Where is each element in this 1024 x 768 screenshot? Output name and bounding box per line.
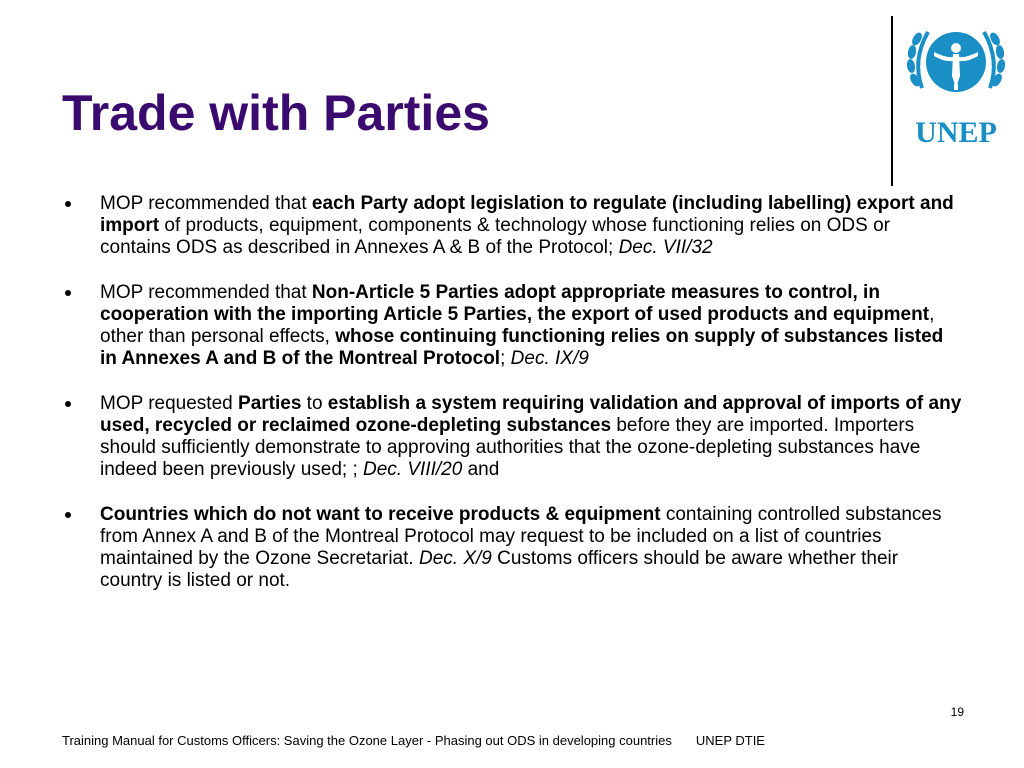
bullet-item <box>62 393 962 481</box>
bullet-list <box>62 193 962 615</box>
text-segment: ; <box>500 348 511 369</box>
text-segment-bold: establish a system requiring validation and approval of imports of any used, recycled or reclaimed ozone-depleting substances <box>100 393 962 436</box>
slide-footer <box>62 733 765 748</box>
bullet-dot-icon <box>65 290 71 296</box>
decision-reference: Dec. X/9 <box>418 548 492 569</box>
text-segment: before they are imported. Importers should sufficiently demonstrate to approving authorities that the ozone-depleting substances have indeed been previously used; ; <box>100 415 921 480</box>
text-segment: MOP recommended that <box>100 193 312 214</box>
decision-reference: Dec. IX/9 <box>510 348 589 369</box>
footer-organization: UNEP DTIE <box>695 733 765 748</box>
bullet-item <box>62 193 962 259</box>
text-segment: MOP requested <box>100 393 239 414</box>
bullet-text <box>100 193 954 258</box>
decision-reference: Dec. VII/32 <box>618 237 713 258</box>
bullet-text <box>100 393 961 480</box>
bullet-dot-icon <box>65 201 71 207</box>
text-segment-bold: each Party adopt legislation to regulate (including labelling) export and import <box>100 193 954 236</box>
text-segment: of products, equipment, components & technology whose functioning relies on ODS or contains ODS as described in Annexes A & B of the Protocol; <box>100 215 890 258</box>
logo-text: UNEP <box>915 116 997 149</box>
slide-title: Trade with Parties <box>62 85 490 141</box>
text-segment-bold: whose continuing functioning relies on supply of substances listed in Annexes A and B of the Montreal Protocol <box>100 326 944 369</box>
text-segment-bold: Parties <box>238 393 302 414</box>
bullet-dot-icon <box>65 512 71 518</box>
footer-text: Training Manual for Customs Officers: Saving the Ozone Layer - Phasing out ODS in developing countries <box>62 733 672 748</box>
text-segment: Customs officers should be aware whether their country is listed or not. <box>100 548 899 591</box>
bullet-dot-icon <box>65 401 71 407</box>
text-segment: MOP recommended that <box>100 282 312 303</box>
decision-reference: Dec. VIII/20 <box>363 459 463 480</box>
page-number: 19 <box>950 705 964 719</box>
bullet-text <box>100 504 942 591</box>
text-segment: and <box>462 459 500 480</box>
text-segment: to <box>301 393 328 414</box>
bullet-item <box>62 504 962 592</box>
bullet-item <box>62 282 962 370</box>
bullet-text <box>100 282 943 369</box>
text-segment-bold: Non-Article 5 Parties adopt appropriate measures to control, in cooperation with the importing Article 5 Parties, the export of used products and equipment <box>100 282 930 325</box>
title-divider <box>891 16 893 186</box>
text-segment-bold: Countries which do not want to receive products & equipment <box>100 504 661 525</box>
unep-logo <box>900 10 1012 180</box>
text-segment: , other than personal effects, <box>100 304 935 347</box>
text-segment: containing controlled substances from Annex A and B of the Montreal Protocol may request to be included on a list of countries maintained by the Ozone Secretariat. <box>100 504 942 569</box>
